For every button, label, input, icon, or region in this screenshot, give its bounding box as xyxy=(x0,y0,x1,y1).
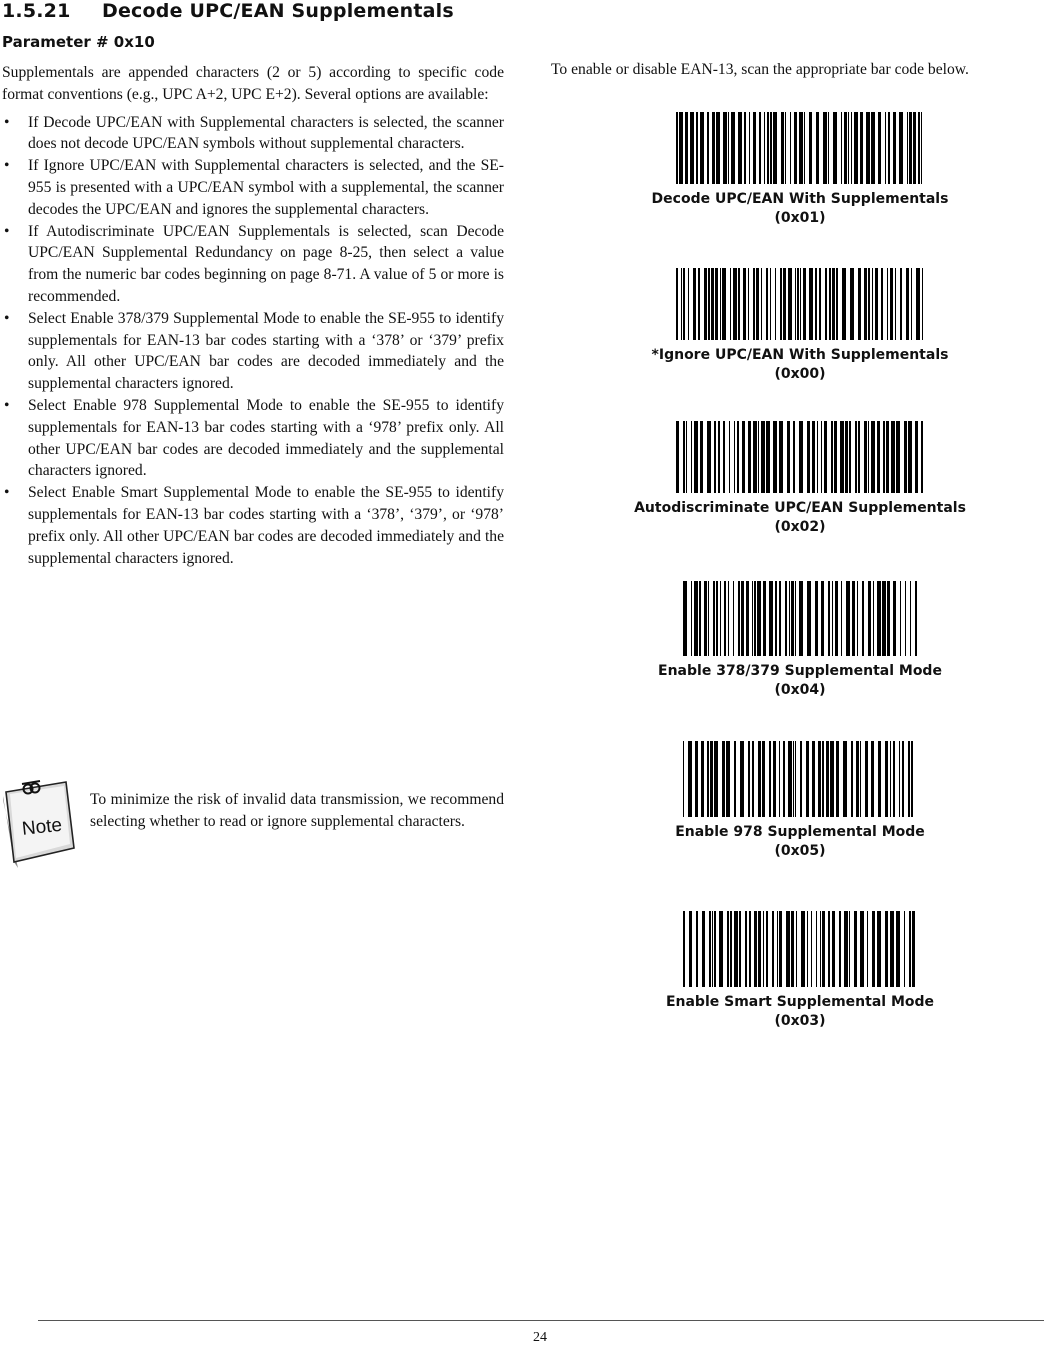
barcode-code: (0x04) xyxy=(774,682,826,698)
barcode-code: (0x02) xyxy=(774,519,826,535)
barcode-code: (0x00) xyxy=(774,366,826,382)
barcode-image[interactable] xyxy=(683,741,917,817)
barcode-label: *Ignore UPC/EAN With Supplementals xyxy=(651,347,949,363)
barcode-enable-978[interactable] xyxy=(560,741,1040,861)
section-title: Decode UPC/EAN Supplementals xyxy=(102,0,454,22)
bullet-icon: • xyxy=(4,396,10,414)
intro-paragraph: Supplementals are appended characters (2 or 5) according to specific code format conventions (e.g., UPC A+2, UPC E+2). Several options are available: xyxy=(2,64,504,103)
barcode-label: Autodiscriminate UPC/EAN Supplementals xyxy=(634,500,966,516)
barcode-image[interactable] xyxy=(683,581,917,656)
barcode-ignore-with-supplementals[interactable] xyxy=(560,268,1040,384)
bullet-icon: • xyxy=(4,484,10,502)
barcode-enable-smart[interactable] xyxy=(560,911,1040,1031)
option-item xyxy=(2,308,504,395)
bullet-icon: • xyxy=(4,309,10,327)
barcode-decode-with-supplementals[interactable] xyxy=(560,112,1040,228)
note-text: To minimize the risk of invalid data transmission, we recommend selecting whether to read or ignore supplemental characters. xyxy=(90,791,504,830)
bullet-icon: • xyxy=(4,113,10,131)
barcode-label: Decode UPC/EAN With Supplementals xyxy=(651,191,949,207)
bullet-icon: • xyxy=(4,157,10,175)
option-item xyxy=(2,112,504,156)
page-number: 24 xyxy=(533,1330,547,1345)
barcode-enable-378-379[interactable] xyxy=(560,581,1040,700)
description-column xyxy=(2,62,504,569)
section-number: 1.5.21 xyxy=(2,0,71,22)
option-text: Select Enable 378/379 Supplemental Mode to enable the SE-955 to identify supplementals for EAN-13 bar codes starting with a ‘378’ or ‘379’ prefix only. All other UPC/EAN bar codes are decoded immediately and the supplemental characters ignored. xyxy=(28,309,504,393)
parameter-number: Parameter # 0x10 xyxy=(2,33,155,51)
barcode-code: (0x01) xyxy=(774,210,826,226)
barcode-instructions: To enable or disable EAN-13, scan the appropriate bar code below. xyxy=(551,61,969,78)
barcode-image[interactable] xyxy=(683,911,917,987)
barcode-label: Enable 378/379 Supplemental Mode xyxy=(658,663,942,679)
option-item xyxy=(2,482,504,569)
section-heading xyxy=(2,0,454,22)
barcode-autodiscriminate[interactable] xyxy=(560,421,1040,537)
note-icon xyxy=(0,778,76,868)
barcode-image[interactable] xyxy=(676,421,924,493)
option-text: Select Enable 978 Supplemental Mode to enable the SE-955 to identify supplementals for EAN-13 bar codes starting with a ‘978’ prefix only. All other UPC/EAN bar codes are decoded immediately and the supplemental characters ignored. xyxy=(28,396,504,480)
option-text: If Autodiscriminate UPC/EAN Supplementals is selected, scan Decode UPC/EAN Supplemental Redundancy on page 8-25, then select a value from the numeric bar codes beginning on page 8-71. A value of 5 or more is recommended. xyxy=(28,222,504,305)
option-text: If Decode UPC/EAN with Supplemental characters is selected, the scanner does not decode UPC/EAN symbols without supplemental characters. xyxy=(28,113,504,153)
option-list xyxy=(2,112,504,570)
option-text: Select Enable Smart Supplemental Mode to enable the SE-955 to identify supplementals for EAN-13 bar codes starting with a ‘378’, ‘379’, or ‘978’ prefix only. All other UPC/EAN bar codes are decoded immediately and the supplemental characters ignored. xyxy=(28,484,504,567)
option-item xyxy=(2,155,504,220)
bullet-icon: • xyxy=(4,222,10,240)
barcode-code: (0x03) xyxy=(774,1013,826,1029)
barcode-image[interactable] xyxy=(676,112,924,184)
barcode-code: (0x05) xyxy=(774,843,826,859)
barcode-label: Enable Smart Supplemental Mode xyxy=(665,994,935,1010)
option-item xyxy=(2,221,504,308)
barcode-image[interactable] xyxy=(676,268,924,340)
option-text: If Ignore UPC/EAN with Supplemental characters is selected, and the SE-955 is presented with a UPC/EAN symbol with a supplemental, the scanner decodes the UPC/EAN and ignores the supplemental characters. xyxy=(28,157,504,218)
note-label: Note xyxy=(20,814,64,840)
option-item xyxy=(2,395,504,482)
footer-divider xyxy=(38,1320,1044,1321)
barcode-label: Enable 978 Supplemental Mode xyxy=(675,824,925,840)
